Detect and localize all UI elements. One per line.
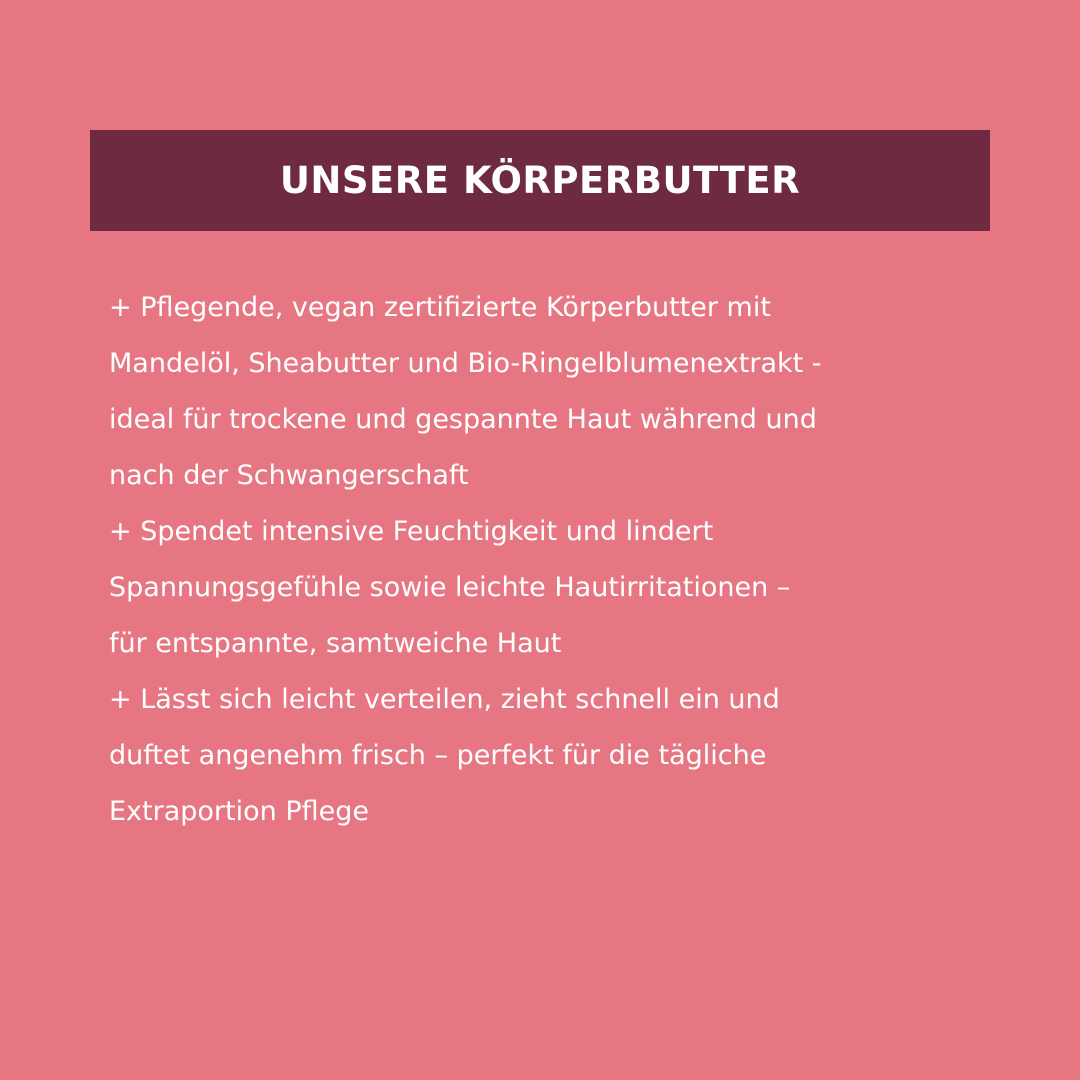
feature-line: Spannungsgefühle sowie leichte Hautirritationen – <box>109 572 791 603</box>
feature-line: ideal für trockene und gespannte Haut während und <box>109 404 817 435</box>
feature-line: + Lässt sich leicht verteilen, zieht schnell ein und <box>109 684 780 715</box>
feature-line: + Pflegende, vegan zertifizierte Körperbutter mit <box>109 292 771 323</box>
feature-list <box>109 280 1009 840</box>
feature-line: duftet angenehm frisch – perfekt für die tägliche <box>109 740 767 771</box>
feature-line: Mandelöl, Sheabutter und Bio-Ringelblumenextrakt - <box>109 348 822 379</box>
feature-line: für entspannte, samtweiche Haut <box>109 628 562 659</box>
feature-line: + Spendet intensive Feuchtigkeit und lindert <box>109 516 714 547</box>
feature-line: nach der Schwangerschaft <box>109 460 469 491</box>
feature-line: Extraportion Pflege <box>109 796 369 827</box>
title-banner <box>90 130 990 231</box>
page-title: UNSERE KÖRPERBUTTER <box>279 159 801 202</box>
